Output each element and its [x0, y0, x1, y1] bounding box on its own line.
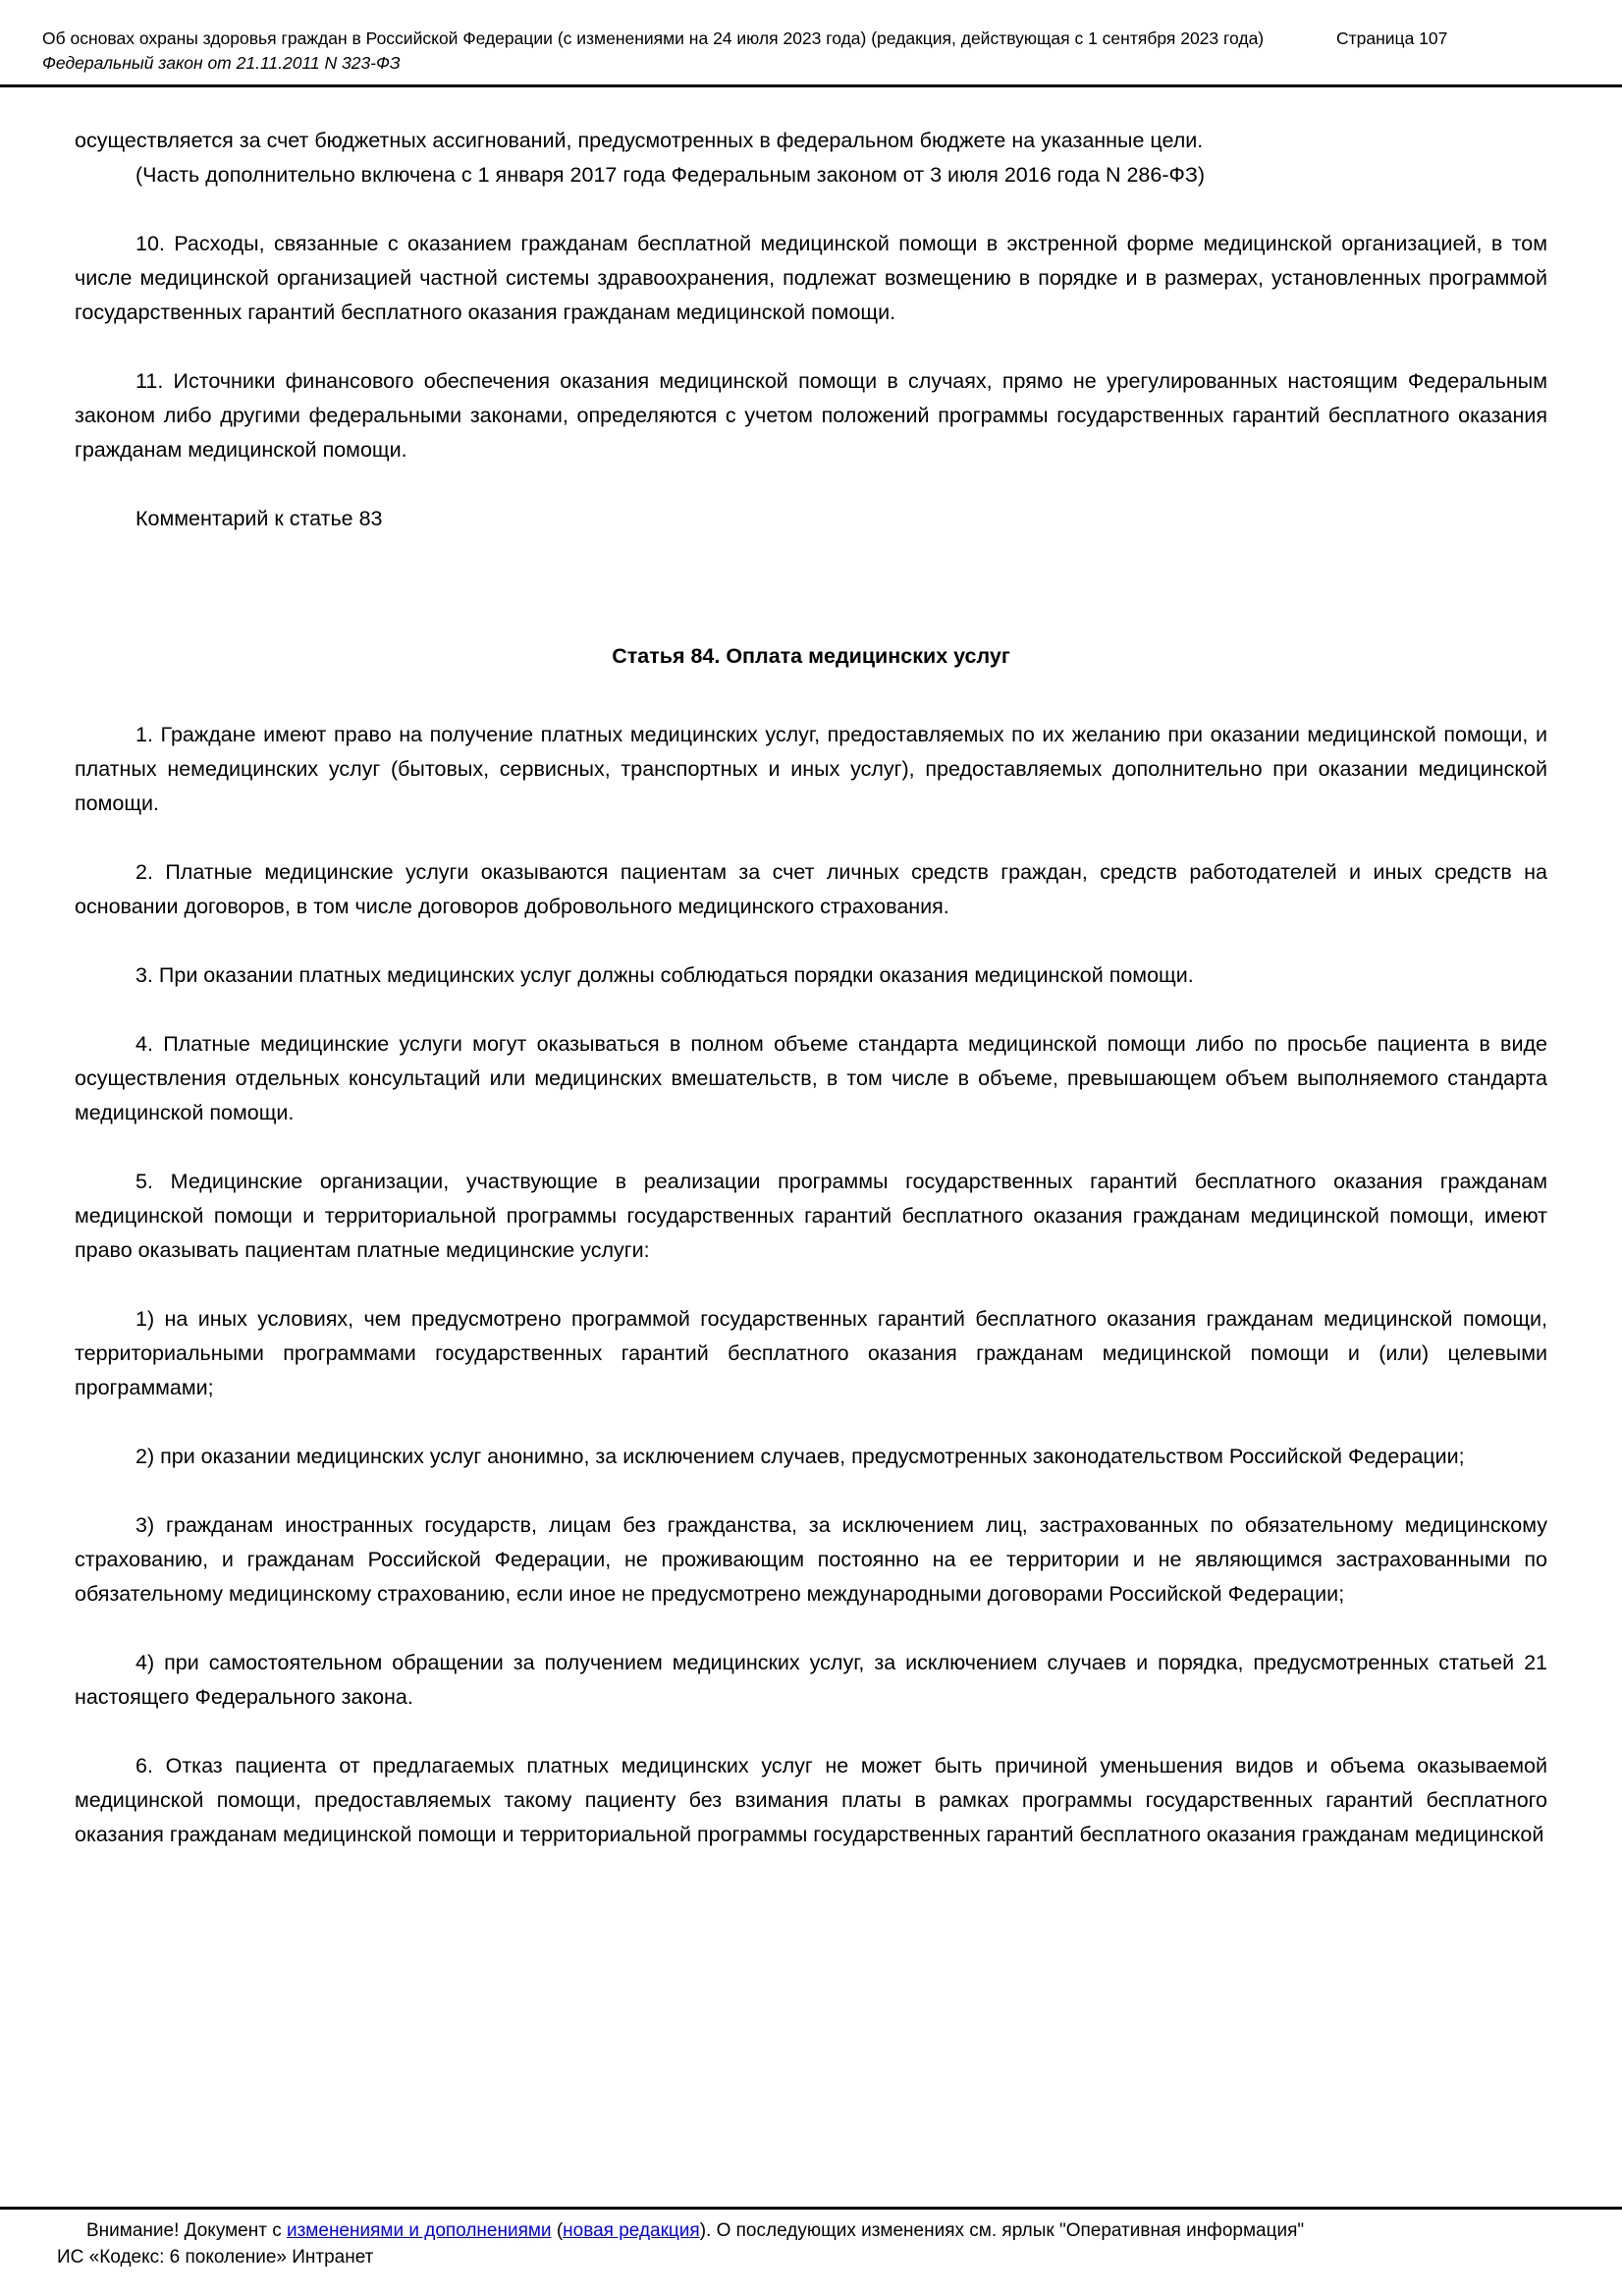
document-title: Об основах охраны здоровья граждан в Российской Федерации (с изменениями на 24 июля 2023 года) (редакция, действующая с 1 сентября 2023 года): [42, 28, 1265, 48]
paragraph-part-4: 4. Платные медицинские услуги могут оказываться в полном объеме стандарта медицинской помощи либо по просьбе пациента в виде осуществления отдельных консультаций или медицинских вмешательств, в том числе в объеме, превышающем объем выполняемого стандарта медицинской помощи.: [75, 1032, 1547, 1124]
footer-source: ИС «Кодекс: 6 поколение» Интранет: [57, 2247, 374, 2268]
header-title-block: [42, 27, 1319, 76]
footer-divider: [0, 2207, 1622, 2210]
paragraph-item-1: 1) на иных условиях, чем предусмотрено программой государственных гарантий бесплатного оказания гражданам медицинской помощи, территориальными программами государственных гарантий бесплатного оказания гражданам медицинской помощи и (или) целевыми программами;: [75, 1307, 1547, 1399]
header-divider: [0, 84, 1622, 87]
footer-notice-separator: (: [551, 2220, 564, 2241]
paragraph-note-inclusion: (Часть дополнительно включена с 1 января 2017 года Федеральным законом от 3 июля 2016 года N 286-ФЗ): [135, 163, 1205, 187]
article-84-heading: Статья 84. Оплата медицинских услуг: [612, 644, 1010, 668]
amendments-link[interactable]: изменениями и дополнениями: [286, 2220, 552, 2241]
paragraph-part-5: 5. Медицинские организации, участвующие в реализации программы государственных гарантий бесплатного оказания гражданам медицинской помощи и территориальной программы государственных гарантий бесплатного оказания гражданам медицинской помощи, имеют право оказывать пациентам платные медицинские услуги:: [75, 1170, 1547, 1262]
document-body: [0, 114, 1622, 2204]
paragraph-part-10: 10. Расходы, связанные с оказанием гражданам бесплатной медицинской помощи в экстренной форме медицинской организацией, в том числе медицинской организацией частной системы здравоохранения, подлежат возмещению в порядке и в размерах, установленных программой государственных гарантий бесплатного оказания гражданам медицинской помощи.: [75, 232, 1547, 324]
page-footer: [0, 2217, 1622, 2270]
paragraph-comment-article-83: Комментарий к статье 83: [135, 507, 383, 530]
paragraph-part-1: 1. Граждане имеют право на получение платных медицинских услуг, предоставляемых по их желанию при оказании медицинской помощи, и платных немедицинских услуг (бытовых, сервисных, транспортных и иных услуг), предоставляемых дополнительно при оказании медицинской помощи.: [75, 723, 1547, 815]
new-edition-link[interactable]: новая редакция: [563, 2220, 700, 2241]
paragraph-part-11: 11. Источники финансового обеспечения оказания медицинской помощи в случаях, прямо не урегулированных настоящим Федеральным законом либо другими федеральными законами, определяются с учетом положений программы государственных гарантий бесплатного оказания гражданам медицинской помощи.: [75, 369, 1547, 462]
paragraph-continued: осуществляется за счет бюджетных ассигнований, предусмотренных в федеральном бюджете на указанные цели.: [75, 129, 1204, 152]
paragraph-part-3: 3. При оказании платных медицинских услуг должны соблюдаться порядки оказания медицинской помощи.: [135, 963, 1194, 987]
page-number: Страница 107: [1336, 28, 1448, 48]
footer-notice-suffix: ). О последующих изменениях см. ярлык "Оперативная информация": [699, 2220, 1305, 2241]
paragraph-item-4: 4) при самостоятельном обращении за получением медицинских услуг, за исключением случаев и порядка, предусмотренных статьей 21 настоящего Федерального закона.: [75, 1651, 1547, 1709]
paragraph-item-2: 2) при оказании медицинских услуг анонимно, за исключением случаев, предусмотренных законодательством Российской Федерации;: [135, 1445, 1465, 1468]
paragraph-part-6: 6. Отказ пациента от предлагаемых платных медицинских услуг не может быть причиной уменьшения видов и объема оказываемой медицинской помощи, предоставляемых такому пациенту без взимания платы в рамках программы государственных гарантий бесплатного оказания гражданам медицинской помощи и территориальной программы государственных гарантий бесплатного оказания гражданам медицинской: [75, 1754, 1547, 1846]
footer-notice: [57, 2217, 1563, 2244]
paragraph-part-2: 2. Платные медицинские услуги оказываются пациентам за счет личных средств граждан, средств работодателей и иных средств на основании договоров, в том числе договоров добровольного медицинского страхования.: [75, 860, 1547, 918]
paragraph-item-3: 3) гражданам иностранных государств, лицам без гражданства, за исключением лиц, застрахованных по обязательному медицинскому страхованию, и гражданам Российской Федерации, не проживающим постоянно на ее территории и не являющимся застрахованными по обязательному медицинскому страхованию, если иное не предусмотрено международными договорами Российской Федерации;: [75, 1513, 1547, 1606]
page-header: [0, 0, 1622, 76]
footer-notice-prefix: Внимание! Документ с: [86, 2220, 287, 2241]
document-subtitle-law: Федеральный закон от 21.11.2011 N 323-ФЗ: [42, 53, 401, 73]
